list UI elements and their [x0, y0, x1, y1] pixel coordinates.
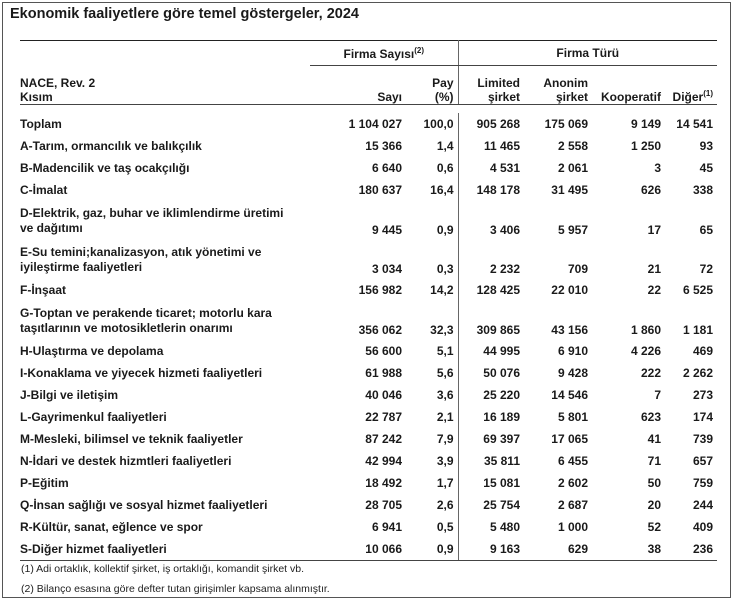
- row-label: Toplam: [20, 117, 62, 131]
- cell-diger: 657: [692, 454, 713, 468]
- table-row: [20, 384, 717, 406]
- nace-header: NACE, Rev. 2 Kısım: [20, 66, 310, 105]
- cell-limited: 128 425: [458, 279, 524, 301]
- cell-kooperatif: 50: [647, 476, 661, 490]
- col-header-kooperatif: Kooperatif: [592, 66, 665, 105]
- row-label: P-Eğitim: [20, 476, 69, 490]
- footnote-1: (1) Adi ortaklık, kollektif şirket, iş ortaklığı, komandit şirket vb.: [21, 563, 305, 575]
- cell-pay: 100,0: [423, 117, 454, 131]
- cell-kooperatif: 3: [654, 161, 661, 175]
- cell-kooperatif: 71: [647, 454, 661, 468]
- cell-anonim: 2 061: [557, 161, 588, 175]
- cell-diger: 469: [692, 344, 713, 358]
- cell-limited: 25 754: [458, 494, 524, 516]
- cell-diger: 338: [692, 183, 713, 197]
- cell-anonim: 2 558: [557, 139, 588, 153]
- cell-sayi: 18 492: [365, 476, 402, 490]
- cell-diger: 739: [692, 432, 713, 446]
- cell-limited: 69 397: [458, 428, 524, 450]
- cell-limited: 5 480: [458, 516, 524, 538]
- cell-sayi: 3 034: [371, 262, 402, 276]
- cell-anonim: 5 801: [557, 410, 588, 424]
- cell-limited: 148 178: [458, 179, 524, 201]
- cell-kooperatif: 7: [654, 388, 661, 402]
- row-label: M-Mesleki, bilimsel ve teknik faaliyetler: [20, 432, 243, 446]
- cell-diger: 273: [692, 388, 713, 402]
- cell-anonim: 2 602: [557, 476, 588, 490]
- table-row: [20, 135, 717, 157]
- table-row: [20, 362, 717, 384]
- cell-pay: 0,3: [436, 262, 454, 276]
- col-header-sayi: Sayı: [310, 66, 406, 105]
- cell-pay: 2,6: [436, 498, 454, 512]
- cell-limited: 4 531: [458, 157, 524, 179]
- cell-diger: 2 262: [682, 366, 713, 380]
- table-row: [20, 406, 717, 428]
- cell-kooperatif: 52: [647, 520, 661, 534]
- cell-anonim: 2 687: [557, 498, 588, 512]
- cell-sayi: 1 104 027: [348, 117, 402, 131]
- table-row: [20, 279, 717, 301]
- cell-sayi: 180 637: [358, 183, 402, 197]
- row-label: L-Gayrimenkul faaliyetleri: [20, 410, 167, 424]
- cell-anonim: 6 910: [557, 344, 588, 358]
- row-label: I-Konaklama ve yiyecek hizmeti faaliyetleri: [20, 366, 263, 380]
- cell-diger: 45: [699, 161, 713, 175]
- cell-pay: 32,3: [430, 323, 454, 337]
- cell-kooperatif: 222: [640, 366, 661, 380]
- row-label: D-Elektrik, gaz, buhar ve iklimlendirme üretimi ve dağıtımı: [20, 205, 284, 235]
- col-header-pay: Pay (%): [406, 66, 458, 105]
- cell-pay: 0,9: [406, 538, 458, 561]
- cell-diger: 174: [692, 410, 713, 424]
- table-row: [20, 340, 717, 362]
- table-row: [20, 516, 717, 538]
- cell-anonim: 5 957: [557, 223, 588, 237]
- cell-diger: 244: [692, 498, 713, 512]
- table-row: [20, 179, 717, 201]
- cell-sayi: 40 046: [365, 388, 402, 402]
- cell-kooperatif: 21: [647, 262, 661, 276]
- cell-limited: 44 995: [458, 340, 524, 362]
- cell-pay: 5,6: [436, 366, 454, 380]
- table-row: [20, 201, 717, 240]
- cell-anonim: 6 455: [557, 454, 588, 468]
- cell-pay: 0,6: [436, 161, 454, 175]
- cell-sayi: 15 366: [365, 139, 402, 153]
- cell-kooperatif: 17: [647, 223, 661, 237]
- cell-limited: 50 076: [458, 362, 524, 384]
- cell-pay: 14,2: [430, 283, 454, 297]
- cell-kooperatif: 22: [647, 283, 661, 297]
- col-header-diger: Diğer$^{(1)}$: [665, 66, 717, 105]
- cell-anonim: 1 000: [557, 520, 588, 534]
- cell-anonim: 629: [524, 538, 592, 561]
- cell-diger: 93: [699, 139, 713, 153]
- cell-diger: 65: [699, 223, 713, 237]
- cell-diger: 72: [699, 262, 713, 276]
- cell-sayi: 56 600: [365, 344, 402, 358]
- cell-kooperatif: 38: [592, 538, 665, 561]
- cell-sayi: 6 941: [371, 520, 402, 534]
- row-label: E-Su temini;kanalizasyon, atık yönetimi ve iyileştirme faaliyetleri: [20, 244, 262, 274]
- row-label: G-Toptan ve perakende ticaret; motorlu kara taşıtlarının ve motosikletlerin onarımı: [20, 305, 272, 335]
- col-header-limited: Limited şirket: [458, 66, 524, 105]
- cell-kooperatif: 41: [647, 432, 661, 446]
- row-label: R-Kültür, sanat, eğlence ve spor: [20, 520, 203, 534]
- cell-pay: 3,9: [436, 454, 454, 468]
- cell-sayi: 10 066: [310, 538, 406, 561]
- table-row: [20, 450, 717, 472]
- cell-anonim: 9 428: [557, 366, 588, 380]
- cell-limited: 309 865: [458, 301, 524, 340]
- table-row: [20, 240, 717, 279]
- table-row: [20, 157, 717, 179]
- cell-pay: 1,4: [436, 139, 454, 153]
- row-label: N-İdari ve destek hizmtleri faaliyetleri: [20, 454, 232, 468]
- cell-pay: 5,1: [436, 344, 454, 358]
- footnote-2: (2) Bilanço esasına göre defter tutan girişimler kapsama alınmıştır.: [21, 583, 330, 595]
- cell-pay: 0,5: [436, 520, 454, 534]
- group-header-firma-sayisi: Firma Sayısı$^{(2)}$: [310, 41, 458, 66]
- row-label: B-Madencilik ve taş ocakçılığı: [20, 161, 190, 175]
- cell-diger: 14 541: [676, 117, 713, 131]
- cell-sayi: 156 982: [358, 283, 402, 297]
- cell-sayi: 42 994: [365, 454, 402, 468]
- row-label: C-İmalat: [20, 183, 68, 197]
- table-row: [20, 538, 717, 561]
- cell-kooperatif: 626: [640, 183, 661, 197]
- cell-diger: 236: [665, 538, 717, 561]
- row-label: H-Ulaştırma ve depolama: [20, 344, 164, 358]
- cell-anonim: 14 546: [551, 388, 588, 402]
- table-row: [20, 301, 717, 340]
- cell-limited: 3 406: [458, 201, 524, 240]
- col-header-anonim: Anonim şirket: [524, 66, 592, 105]
- table-row: [20, 113, 717, 135]
- cell-kooperatif: 20: [647, 498, 661, 512]
- cell-pay: 2,1: [436, 410, 454, 424]
- cell-sayi: 28 705: [365, 498, 402, 512]
- cell-limited: 11 465: [458, 135, 524, 157]
- cell-anonim: 22 010: [551, 283, 588, 297]
- cell-pay: 3,6: [436, 388, 454, 402]
- table-title: Ekonomik faaliyetlere göre temel göstergeler, 2024: [10, 6, 359, 22]
- cell-diger: 409: [692, 520, 713, 534]
- cell-anonim: 31 495: [551, 183, 588, 197]
- cell-pay: 0,9: [436, 223, 454, 237]
- cell-diger: 759: [692, 476, 713, 490]
- cell-diger: 1 181: [682, 323, 713, 337]
- nace-header-spacer: [20, 41, 310, 66]
- cell-sayi: 87 242: [365, 432, 402, 446]
- row-label: A-Tarım, ormancılık ve balıkçılık: [20, 139, 202, 153]
- cell-kooperatif: 4 226: [630, 344, 661, 358]
- cell-limited: 905 268: [458, 113, 524, 135]
- cell-limited: 16 189: [458, 406, 524, 428]
- cell-pay: 16,4: [430, 183, 454, 197]
- cell-sayi: 356 062: [358, 323, 402, 337]
- cell-limited: 25 220: [458, 384, 524, 406]
- cell-anonim: 709: [567, 262, 588, 276]
- cell-limited: 15 081: [458, 472, 524, 494]
- cell-limited: 2 232: [458, 240, 524, 279]
- cell-pay: 1,7: [436, 476, 454, 490]
- cell-limited: 9 163: [458, 538, 524, 561]
- cell-diger: 6 525: [682, 283, 713, 297]
- cell-limited: 35 811: [458, 450, 524, 472]
- table-row: [20, 428, 717, 450]
- table-row: [20, 472, 717, 494]
- cell-sayi: 61 988: [365, 366, 402, 380]
- cell-kooperatif: 1 860: [630, 323, 661, 337]
- cell-sayi: 6 640: [371, 161, 402, 175]
- cell-anonim: 17 065: [551, 432, 588, 446]
- cell-anonim: 43 156: [551, 323, 588, 337]
- cell-kooperatif: 623: [640, 410, 661, 424]
- cell-sayi: 22 787: [365, 410, 402, 424]
- row-label: F-İnşaat: [20, 283, 67, 297]
- row-label: Q-İnsan sağlığı ve sosyal hizmet faaliyetleri: [20, 498, 268, 512]
- indicators-table: [20, 40, 717, 561]
- table-row: [20, 494, 717, 516]
- group-header-firma-turu: Firma Türü: [458, 41, 717, 66]
- cell-sayi: 9 445: [371, 223, 402, 237]
- cell-anonim: 175 069: [544, 117, 588, 131]
- cell-kooperatif: 9 149: [630, 117, 661, 131]
- cell-pay: 7,9: [436, 432, 454, 446]
- row-label: S-Diğer hizmet faaliyetleri: [20, 538, 310, 561]
- cell-kooperatif: 1 250: [630, 139, 661, 153]
- row-label: J-Bilgi ve iletişim: [20, 388, 119, 402]
